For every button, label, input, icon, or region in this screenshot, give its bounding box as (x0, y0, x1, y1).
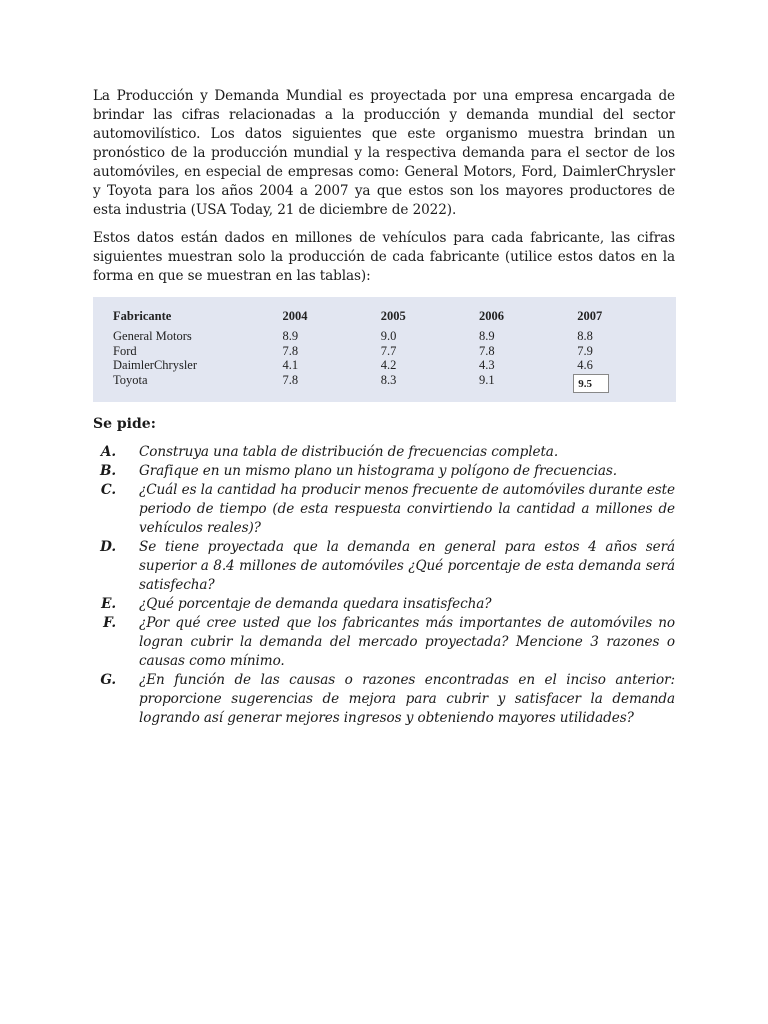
cell-value: 9.1 (479, 372, 495, 387)
cell-value: 4.3 (479, 358, 495, 372)
cell-value: 7.7 (380, 343, 397, 358)
question-text: ¿En función de las causas o razones encontradas en el inciso anterior: proporcione sugerencias de mejora para cubrir y satisfacer la demanda logrando así generar mejores ingresos y obteniendo mayores utilidades? (139, 672, 675, 726)
question-letter: F. (103, 615, 116, 631)
question-item (93, 538, 675, 595)
cell-value: 9.0 (380, 329, 397, 343)
cell-value: 8.9 (479, 329, 495, 343)
question-item (93, 614, 675, 671)
table-row (113, 358, 676, 373)
cell-value: 4.1 (282, 358, 299, 372)
cell-value: 7.8 (479, 343, 495, 358)
cell-value: 8.9 (282, 329, 299, 343)
cell-value: 4.2 (380, 358, 397, 372)
cell-manufacturer: Ford (113, 343, 137, 358)
question-text: Construya una tabla de distribución de frecuencias completa. (139, 444, 559, 460)
table-row (113, 373, 676, 393)
cell-manufacturer: DaimlerChrysler (113, 358, 198, 372)
cell-value-highlighted (577, 373, 676, 393)
cell-value: 4.6 (577, 358, 593, 372)
question-item (93, 462, 675, 481)
cell-value: 8.8 (577, 329, 593, 343)
header-2006: 2006 (479, 309, 505, 323)
question-letter: G. (100, 672, 116, 688)
question-text: Se tiene proyectada que la demanda en general para estos 4 años será superior a 8.4 millones de automóviles ¿Qué porcentaje de esta demanda será satisfecha? (139, 539, 675, 593)
cell-value: 7.9 (577, 343, 593, 358)
highlighted-value-box: 9.5 (573, 374, 609, 393)
cell-value: 7.8 (282, 343, 299, 358)
cell-manufacturer: Toyota (113, 372, 148, 387)
se-pide-heading: Se pide: (93, 416, 156, 432)
document-page (93, 87, 675, 728)
table-row (113, 329, 676, 344)
production-table-panel (93, 297, 676, 402)
question-item (93, 443, 675, 462)
table-header-row (113, 309, 676, 329)
cell-value: 7.8 (282, 372, 299, 387)
question-letter: C. (100, 482, 116, 498)
header-fabricante: Fabricante (113, 309, 172, 323)
question-text: ¿Por qué cree usted que los fabricantes más importantes de automóviles no logran cubrir la demanda del mercado proyectada? Mencione 3 razones o causas como mínimo. (139, 615, 675, 669)
cell-value: 8.3 (380, 372, 397, 387)
question-text: Grafique en un mismo plano un histograma y polígono de frecuencias. (139, 463, 618, 479)
header-2005: 2005 (380, 309, 406, 323)
production-table (113, 309, 676, 393)
question-item (93, 671, 675, 728)
table-row (113, 344, 676, 359)
questions-list (93, 443, 675, 728)
cell-manufacturer: General Motors (113, 329, 192, 343)
header-2004: 2004 (282, 309, 308, 323)
question-item (93, 595, 675, 614)
header-2007: 2007 (577, 309, 603, 323)
intro-paragraph-2: Estos datos están dados en millones de vehículos para cada fabricante, las cifras siguientes muestran solo la producción de cada fabricante (utilice estos datos en la forma en que se muestran en las tablas): (93, 230, 675, 284)
question-letter: E. (101, 596, 116, 612)
question-item (93, 481, 675, 538)
question-text: ¿Qué porcentaje de demanda quedara insatisfecha? (139, 596, 492, 612)
intro-paragraph-1: La Producción y Demanda Mundial es proyectada por una empresa encargada de brindar las cifras relacionadas a la producción y demanda mundial del sector automovilístico. Los datos siguientes que este organismo muestra brindan un pronóstico de la producción mundial y la respectiva demanda para el sector de los automóviles, en especial de empresas como: General Motors, Ford, DaimlerChrysler y Toyota para los años 2004 a 2007 ya que estos son los mayores productores de esta industria (USA Today, 21 de diciembre de 2022). (93, 88, 675, 218)
question-text: ¿Cuál es la cantidad ha producir menos frecuente de automóviles durante este periodo de tiempo (de esta respuesta convirtiendo la cantidad a millones de vehículos reales)? (139, 482, 675, 536)
question-letter: A. (100, 444, 116, 460)
question-letter: D. (100, 539, 116, 555)
question-letter: B. (99, 463, 116, 479)
